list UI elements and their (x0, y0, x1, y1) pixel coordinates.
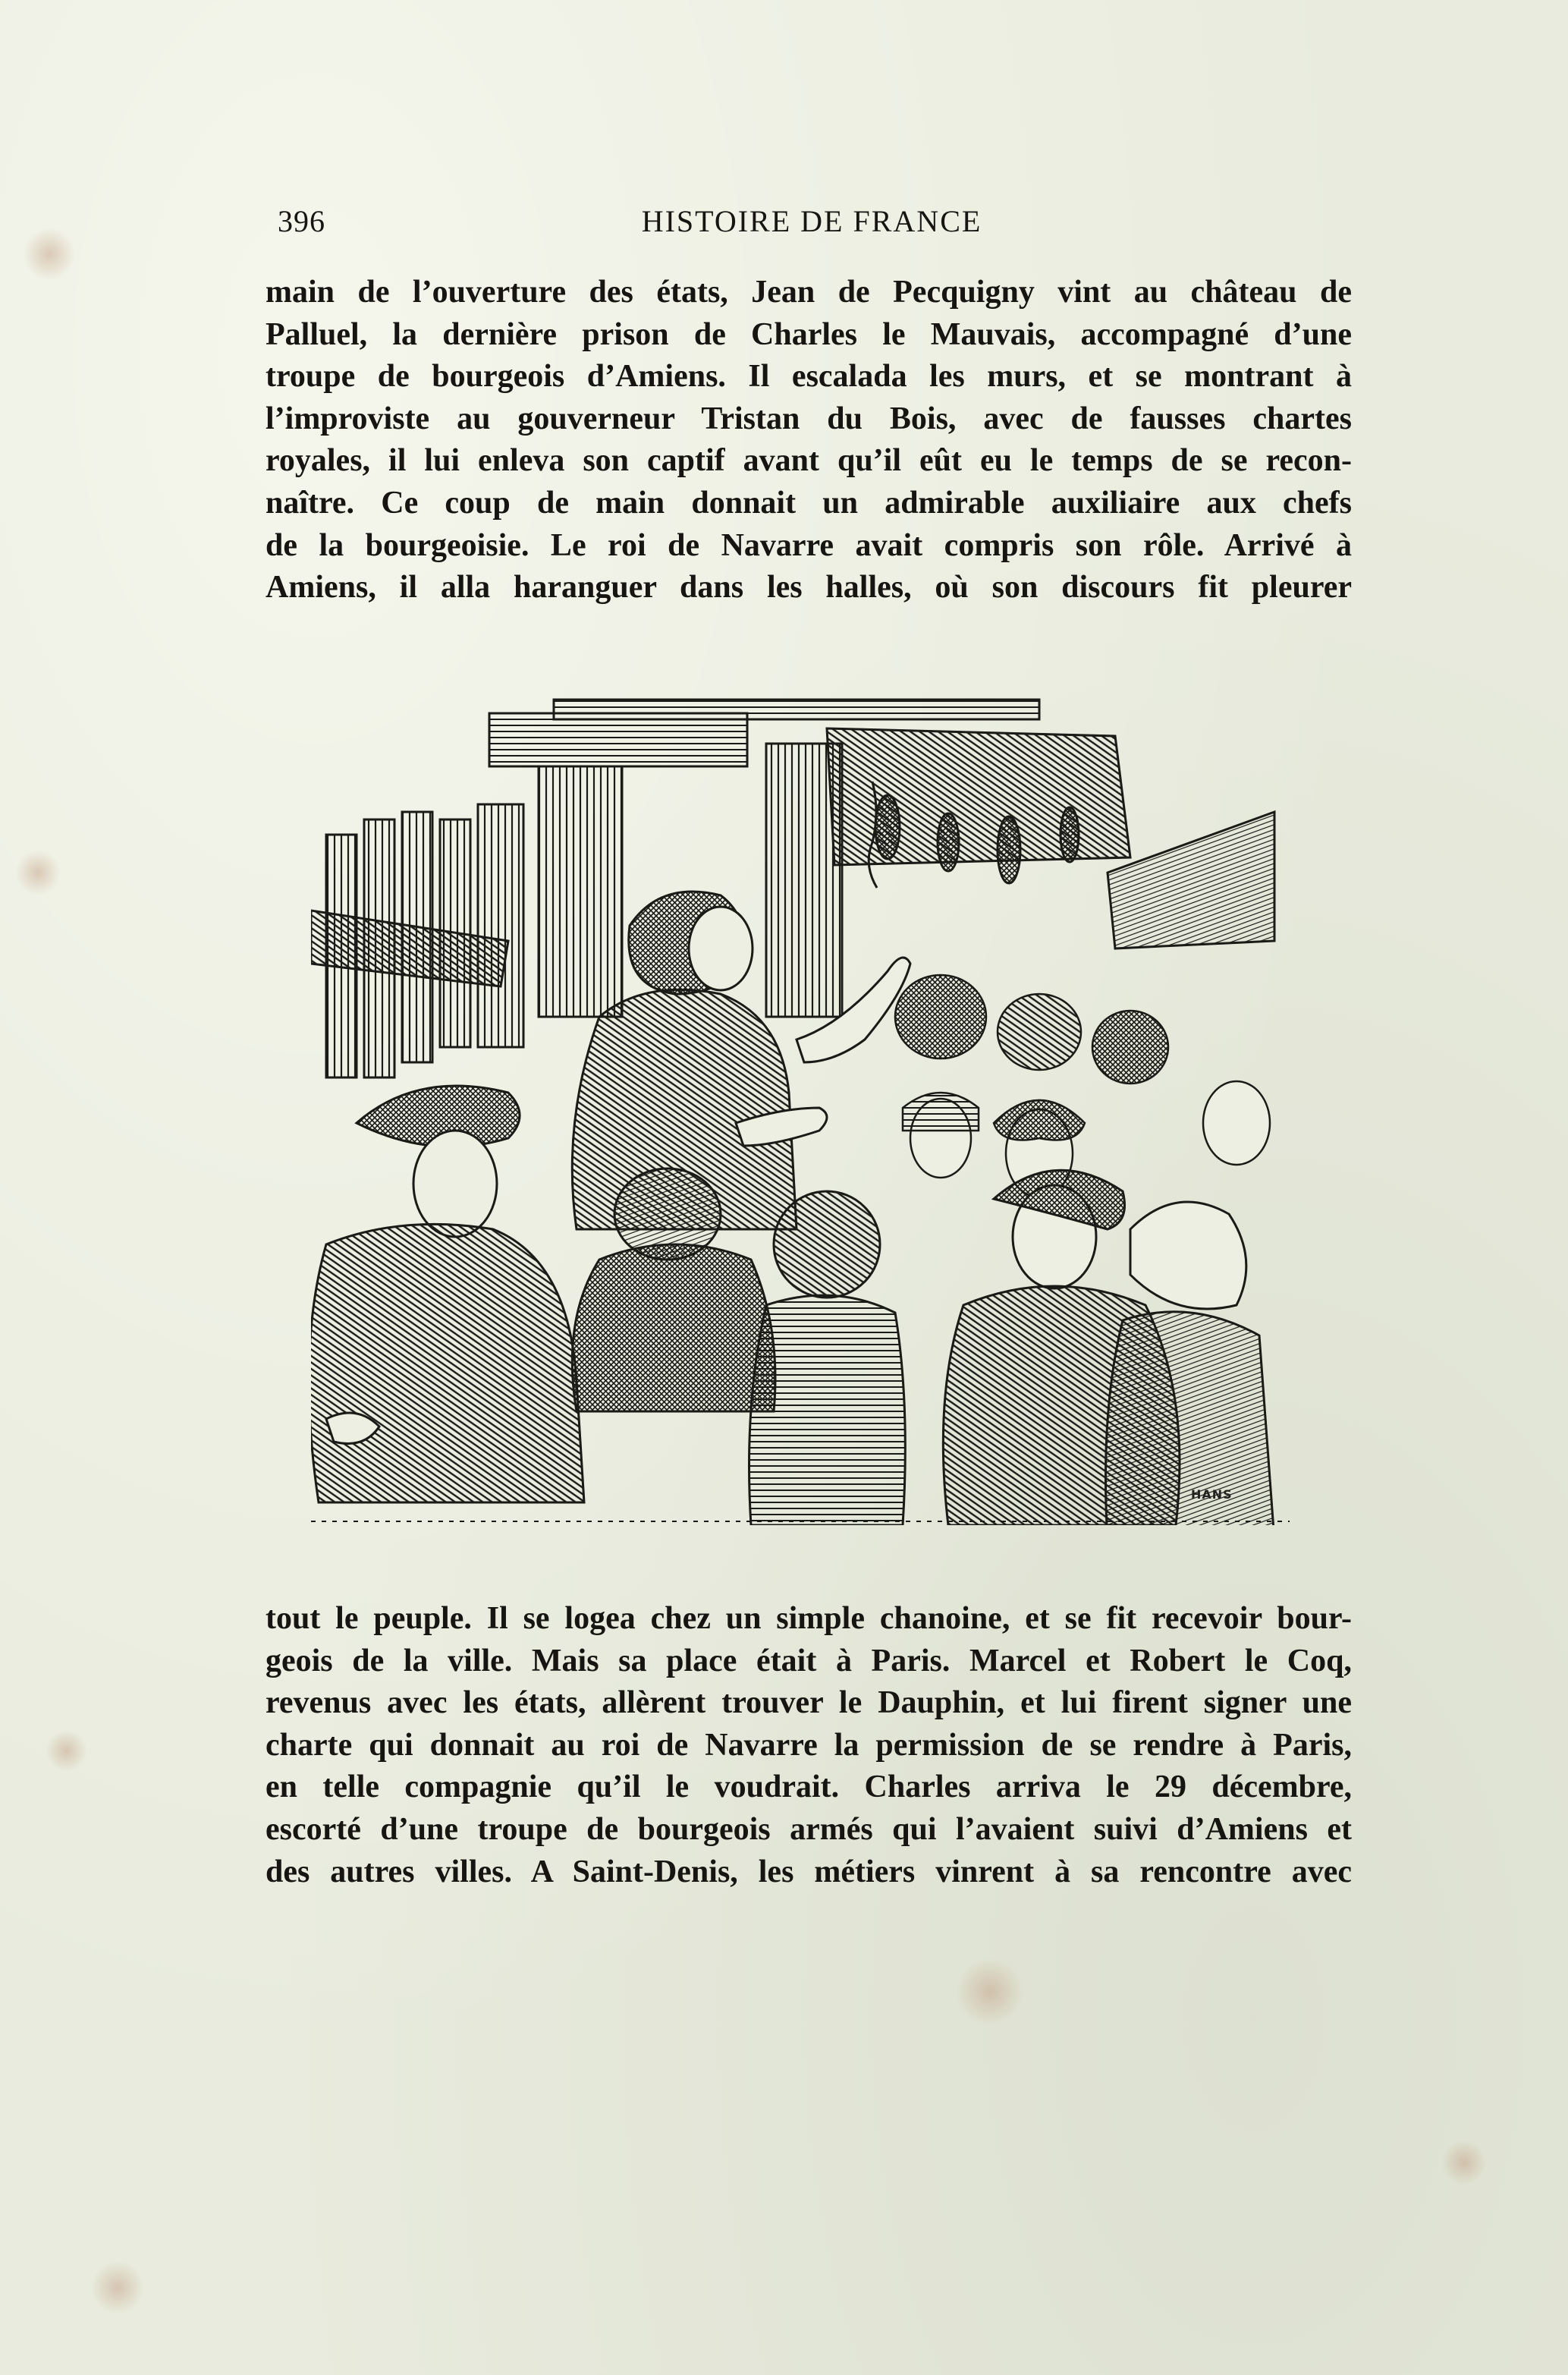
text-line: des autres villes. A Saint-Denis, les métiers vinrent à sa rencontre avec (266, 1854, 1352, 1889)
text-line: troupe de bourgeois d’Amiens. Il escalada les murs, et se montrant à (266, 359, 1352, 395)
engraver-signature: HANS (1191, 1487, 1233, 1502)
foxing-stain (46, 1730, 87, 1772)
foxing-stain (15, 850, 61, 895)
engraving-crowd-scene (311, 698, 1290, 1525)
engraving-illustration (311, 698, 1290, 1525)
text-line: revenus avec les états, allèrent trouver le Dauphin, et lui firent signer une (266, 1685, 1352, 1721)
text-line: naître. Ce coup de main donnait un admirable auxiliaire aux chefs (266, 485, 1352, 521)
text-line: Amiens, il alla haranguer dans les halles, où son discours fit pleurer (266, 570, 1352, 606)
text-line: geois de la ville. Mais sa place était à Paris. Marcel et Robert le Coq, (266, 1643, 1352, 1678)
foxing-stain (91, 2261, 144, 2314)
paragraph-bottom (266, 1598, 1352, 1893)
text-line: Palluel, la dernière prison de Charles le Mauvais, accompagné d’une (266, 316, 1352, 352)
text-line: charte qui donnait au roi de Navarre la permission de se rendre à Paris, (266, 1727, 1352, 1763)
running-head (273, 203, 1350, 246)
text-line: royales, il lui enleva son captif avant qu’il eût eu le temps de se recon- (266, 443, 1352, 479)
text-line: tout le peuple. Il se logea chez un simple chanoine, et se fit recevoir bour- (266, 1601, 1352, 1636)
foxing-stain (23, 228, 76, 281)
foxing-stain (1441, 2140, 1487, 2185)
running-title: HISTOIRE DE FRANCE (641, 204, 982, 238)
text-line: main de l’ouverture des états, Jean de Pecquigny vint au château de (266, 275, 1352, 310)
paragraph-top (266, 272, 1352, 609)
text-line: de la bourgeoisie. Le roi de Navarre avait compris son rôle. Arrivé à (266, 527, 1352, 563)
text-line: l’improviste au gouverneur Tristan du Bois, avec de fausses chartes (266, 401, 1352, 436)
text-line: escorté d’une troupe de bourgeois armés qui l’avaient suivi d’Amiens et (266, 1811, 1352, 1847)
text-line: en telle compagnie qu’il le voudrait. Charles arriva le 29 décembre, (266, 1769, 1352, 1805)
page-number: 396 (278, 204, 325, 238)
foxing-stain (956, 1958, 1024, 2026)
